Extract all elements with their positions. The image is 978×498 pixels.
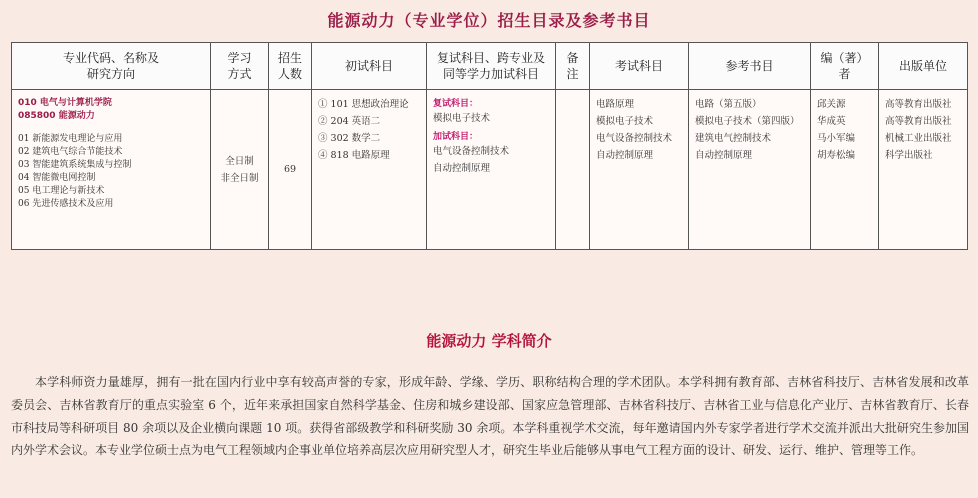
publisher-cell: 高等教育出版社 高等教育出版社 机械工业出版社 科学出版社 bbox=[879, 90, 968, 250]
direction-item: 04 智能微电网控制 bbox=[18, 173, 96, 183]
page-title: 能源动力（专业学位）招生目录及参考书目 bbox=[327, 11, 651, 30]
header-quota: 招生 人数 bbox=[269, 43, 312, 90]
study-mode-cell: 全日制 非全日制 bbox=[211, 90, 269, 250]
header-authors: 编（著） 者 bbox=[811, 43, 879, 90]
retest-cell: 复试科目： 模拟电子技术 加试科目： 电气设备控制技术 自动控制原理 bbox=[427, 90, 556, 250]
major-cell bbox=[12, 90, 211, 250]
header-publisher: 出版单位 bbox=[879, 43, 968, 90]
authors-cell: 邱关源 华成英 马小军编 胡寿松编 bbox=[811, 90, 879, 250]
header-major: 专业代码、名称及 研究方向 bbox=[12, 43, 211, 90]
direction-item: 03 智能建筑系统集成与控制 bbox=[18, 160, 132, 170]
section-title: 能源动力 学科简介 bbox=[426, 332, 552, 350]
table-header-row bbox=[12, 43, 968, 90]
exam-subjects-cell: 电路原理 模拟电子技术 电气设备控制技术 自动控制原理 bbox=[590, 90, 689, 250]
major-name: 085800 能源动力 bbox=[18, 111, 95, 121]
header-study-mode: 学习 方式 bbox=[211, 43, 269, 90]
quota-cell: 69 bbox=[269, 90, 312, 250]
college-name: 010 电气与计算机学院 bbox=[18, 98, 112, 108]
header-notes: 备 注 bbox=[556, 43, 590, 90]
intro-paragraph: 本学科师资力量雄厚，拥有一批在国内行业中享有较高声誉的专家，形成年龄、学缘、学历、职称结构合理的学术团队。本学科拥有教育部、吉林省科技厅、吉林省发展和改革委员会、吉林省教育厅的重点实验室 6 个，近年来承担国家自然科学基金、住房和城乡建设部、国家应急管理部、吉林省科技厅、吉林省工业与信息化产业厅、吉林省教育厅、长春市科技局等科研项目 80 余项以及企业横向课题 10 项。获得省部级教学和科研奖励 30 余项。本学科重视学术交流，每年邀请国内外专家学者进行学术交流并派出大批研究生参加国内外学术会议。本专业学位硕士点为电气工程领域内企事业单位培养高层次应用研究型人才，研究生毕业后能够从事电气工程方面的设计、研发、运行、维护、管理等工作。 bbox=[11, 375, 969, 458]
extra-label: 加试科目： bbox=[433, 132, 479, 142]
notes-cell bbox=[556, 90, 590, 250]
direction-list bbox=[18, 133, 204, 211]
direction-item: 01 新能源发电理论与应用 bbox=[18, 134, 123, 144]
header-books: 参考书目 bbox=[689, 43, 811, 90]
header-retest: 复试科目、跨专业及 同等学力加试科目 bbox=[427, 43, 556, 90]
header-prelim: 初试科目 bbox=[312, 43, 427, 90]
header-exam-subjects: 考试科目 bbox=[590, 43, 689, 90]
catalog-table bbox=[11, 42, 968, 250]
direction-item: 05 电工理论与新技术 bbox=[18, 186, 105, 196]
direction-item: 06 先进传感技术及应用 bbox=[18, 199, 114, 209]
books-cell: 电路（第五版） 模拟电子技术（第四版） 建筑电气控制技术 自动控制原理 bbox=[689, 90, 811, 250]
retest-label: 复试科目： bbox=[433, 99, 479, 109]
prelim-cell: ① 101 思想政治理论 ② 204 英语二 ③ 302 数学二 ④ 818 电路原理 bbox=[312, 90, 427, 250]
direction-item: 02 建筑电气综合节能技术 bbox=[18, 147, 123, 157]
table-row bbox=[12, 90, 968, 250]
